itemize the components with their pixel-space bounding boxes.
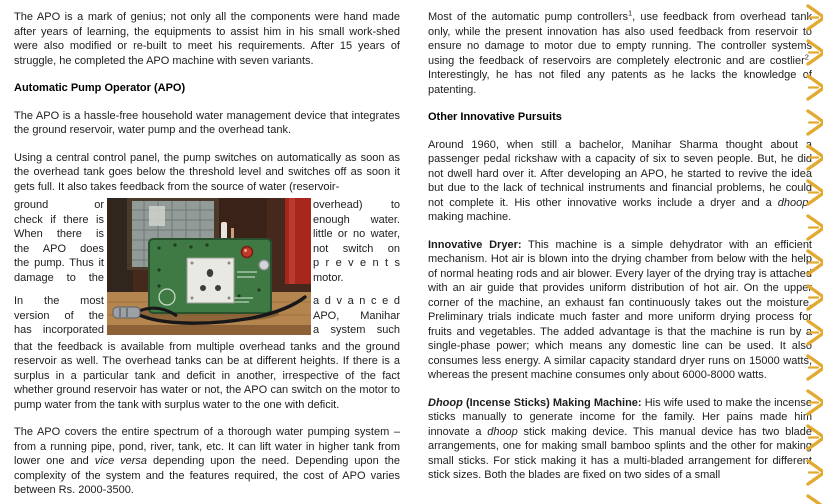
wrap-text-right [313,198,400,338]
text-run: Innovative Dryer: [428,238,522,251]
paragraph-feedback-continuation: that the feedback is available from multiple overhead tanks and the ground reservoir as well. The overhead tanks can be at different heights. If there is a surplus in a particular tank and deficit in another, irrespective of the fact whether ground reservoir has water or not, the APO can switch on the motor to pump water from the tank with surplus water to the one with deficit. [14,340,400,411]
paragraph-dhoop-machine [428,396,812,483]
wrapped-text-line: has incorporated [14,324,104,336]
text-run: Most of the automatic pump controllers [428,11,628,23]
section-heading-apo: Automatic Pump Operator (APO) [14,82,186,94]
wrapped-text-line: APO, Manihar [313,309,400,322]
wrapped-text-line: a system such [313,324,400,336]
wrapped-text-line: enough water. [313,213,400,226]
section-heading-other-pursuits: Other Innovative Pursuits [428,111,562,123]
text-run: This machine is a simple dehydrator with an efficient mechanism. Hot air is blown into the drying chamber from below with the help of normal heating rods and air blower. Every layer of the drying tray is attached with an air guide that provides uniform distribution of hot air. On the upper corner of the machine, an exhaust fan continuously takes out the moisture. Preliminary trials indicate much faster and more uniform drying process for fruits and vegetables. The added advantage is that the machine is run by a single-phase power; which means any domestic line can be used. It also consumes less energy. A similar capacity standard dryer runs on 15000 watts, whereas the present machine consumes only about 6000-8000 watts. [428,238,812,381]
text-run: vice versa [94,455,148,467]
wrapped-text-line: a d v a n c e d [313,295,400,307]
paragraph-apo-device: The APO is a hassle-free household water management device that integrates the ground reservoir, water pump and the overhead tank. [14,109,400,136]
red-cylinder [285,198,311,284]
wrapped-text-line: motor. [313,271,344,284]
text-run: -making machine. [428,196,812,223]
text-run: Around 1960, when still a bachelor, Manihar Sharma thought about a passenger pedal rickshaw with a capacity of six to seven people. But, he did not dwell hard over it. After developing an APO, he started to revive the idea but due to the lack of technical instruments and financial problems, he could not complete it. His other innovative works include a dryer and a [428,138,812,209]
text-run: 1 [627,8,633,18]
wrapped-text-line: little or no water, [313,228,400,240]
apo-device-photo [107,198,311,335]
top-fuse-component [221,222,227,240]
paragraph-apo-cost [14,425,400,498]
decorative-chevron-icon [805,494,823,504]
text-run: dhoop [777,196,809,209]
wrapped-text-line: damage to the [14,271,104,284]
wrap-text-left [14,198,104,338]
wrapped-text-line: In the most [14,295,104,307]
text-run: His wife used to make the incense sticks manually to generate income for the family. Her pains made him innovate a [428,396,812,438]
paragraph-gap [14,285,104,294]
wrapped-text-line: the pump. Thus it [14,257,104,269]
text-run: dhoop [487,425,518,438]
apo-device-photo-graphic [107,198,311,335]
text-run: 2 [804,51,809,61]
paragraph-pump-controllers [428,10,812,97]
text-run: , use feedback from overhead tank only, while the present innovation has also used feedback from reservoir to ensure no damage to motor due to empty running. The controller systems using the feedback of reservoirs are completely electronic and are costlier [428,11,812,67]
text-run: stick making device. This manual device has two blade arrangements, one for making small bamboo splints and the other for making small sticks. For stick making it has a multi-bladed arrangement for different stick sizes. Both the blades are fixed on two sides of a small [428,425,813,481]
wrapped-text-line: overhead) to [313,199,400,211]
paragraph-control-panel-intro: Using a central control panel, the pump switches on automatically as soon as the overhead tank goes below the threshold level and switches off as soon it gets full. It also takes feedback from the source of water (reservoir- [14,151,400,193]
power-socket [187,258,234,303]
indicator-lamp [241,247,252,258]
control-knob [259,260,269,270]
paragraph-rickshaw [428,138,812,225]
wrapped-text-line: version of the [14,309,104,322]
wrapped-text-line: check if there is [14,213,104,226]
paragraph-innovative-dryer [428,238,812,383]
text-run: depending upon the need. Depending upon the complexity of the system and the features required, the cost of APO varies between Rs. 2000-3500. [14,455,400,496]
right-column [428,10,812,496]
text-run: Dhoop [428,396,463,409]
text-run: (Incense Sticks) Making Machine: [462,396,642,409]
text-run: . Interestingly, he has not filed any patents as he lacks the knowledge of patenting. [428,54,812,96]
paragraph-apo-genius: The APO is a mark of genius; not only all the components were hand made after years of learning, the equipments to assist him in his small work-shed were also modified or re-built to meet his requirements. After 15 years of struggle, he completed the APO machine with seven variants. [14,11,400,67]
wrapped-text-line: not switch on [313,242,400,255]
paragraph-gap [313,285,400,294]
wrapped-text-line: the APO does [14,242,104,255]
left-column [14,10,400,504]
wrapped-text-line: p r e v e n t s [313,257,400,269]
text-run: The APO covers the entire spectrum of a thorough water pumping system – from a running pipe, pond, river, tank, etc. It can lift water in higher tank from lower one and [14,426,400,467]
wrapped-text-line: When there is [14,228,104,240]
wrapped-text-line: ground or [14,199,104,211]
photo-text-wrap-section [14,198,400,338]
